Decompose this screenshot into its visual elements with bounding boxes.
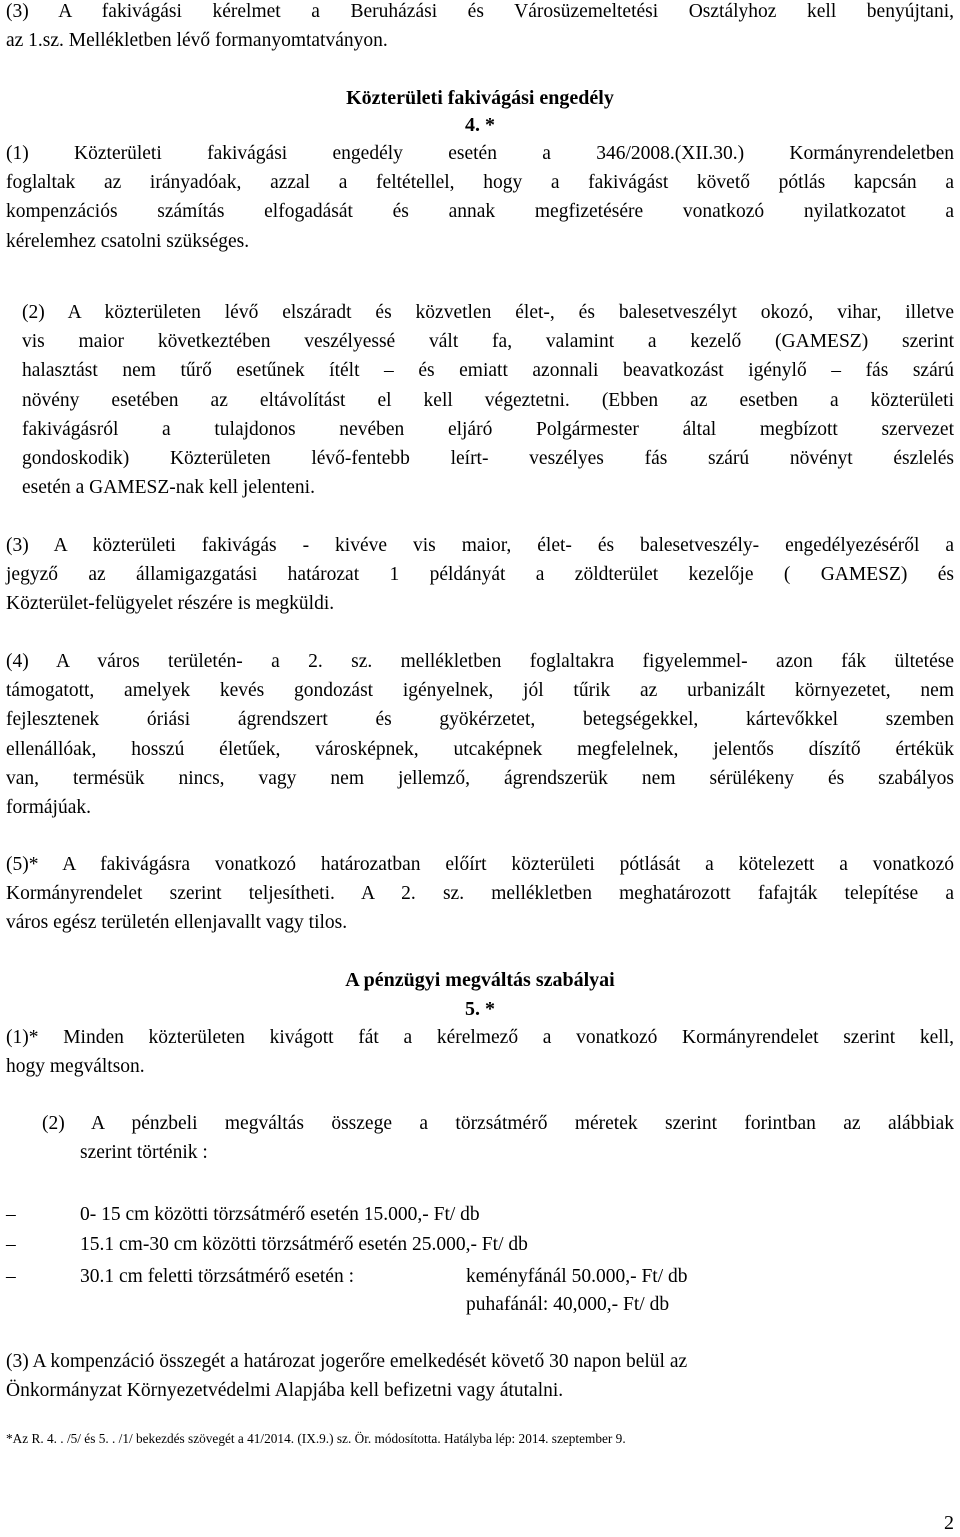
text-line: növény esetében az eltávolítást el kell végeztetni. (Ebben az esetben a közterületi <box>22 389 954 411</box>
text-line: fakivágásról a tulajdonos nevében eljáró Polgármester által megbízott szervezet <box>22 418 954 440</box>
text-line: formájúak. <box>6 797 92 819</box>
text-line: fejlesztenek óriási ágrendszert és gyökérzetet, betegségekkel, kártevőkkel szemben <box>6 709 954 731</box>
text-line: (1)* Minden közterületen kivágott fát a kérelmező a vonatkozó Kormányrendelet szerint kell, <box>6 1027 954 1048</box>
price-list-text: 30.1 cm feletti törzsátmérő esetén : <box>80 1266 354 1287</box>
text-line: jegyző az államigazgatási határozat 1 példányát a zöldterület kezelője ( GAMESZ) és <box>6 564 954 586</box>
paragraph-4-4 <box>6 647 954 822</box>
dash-bullet: – <box>6 1234 16 1255</box>
paragraph-4-5 <box>6 850 954 938</box>
page-number: 2 <box>944 1512 954 1534</box>
text-line: Kormányrendelet szerint teljesítheti. A 2. sz. mellékletben meghatározott fafajták telepítése a <box>6 883 954 905</box>
price-list-text: 0- 15 cm közötti törzsátmérő esetén 15.000,- Ft/ db <box>80 1204 480 1225</box>
paragraph-5-2 <box>42 1109 954 1167</box>
text-line: ellenállóak, hosszú életűek, városképnek, utcaképnek megfelelnek, jelentős díszítő értékük <box>6 738 954 760</box>
paragraph-5-1 <box>6 1023 954 1081</box>
text-line: (3) A kompenzáció összegét a határozat jogerőre emelkedését követő 30 napon belül az <box>6 1351 688 1372</box>
text-line: szerint történik : <box>80 1142 208 1164</box>
text-line: kérelemhez csatolni szükséges. <box>6 230 250 252</box>
text-line: gondoskodik) Közterületen lévő-fentebb leírt- veszélyes fás szárú növényt észlelés <box>22 448 954 470</box>
softwood-price: puhafánál: 40,000,- Ft/ db <box>466 1294 670 1315</box>
text-line: esetén a GAMESZ-nak kell jelenteni. <box>22 477 315 499</box>
dash-bullet: – <box>6 1266 16 1287</box>
paragraph-5-3 <box>6 1347 954 1405</box>
text-line: az 1.sz. Mellékletben lévő formanyomtatványon. <box>6 30 388 52</box>
text-line: kompenzációs számítás elfogadását és annak megfizetésére vonatkozó nyilatkozatot a <box>6 201 954 223</box>
paragraph-3-intro <box>6 0 954 55</box>
text-line: (3) A közterületi fakivágás - kivéve vis maior, élet- és balesetveszély- engedélyezéséről a <box>6 535 954 556</box>
text-line: (2) A közterületen lévő elszáradt és közvetlen élet-, és balesetveszélyt okozó, vihar, illetve <box>22 302 954 323</box>
section-heading-title: Közterületi fakivágási engedély <box>346 87 614 109</box>
text-line: város egész területén ellenjavallt vagy tilos. <box>6 912 348 934</box>
paragraph-4-1 <box>6 139 954 256</box>
text-line: vis maior következtében veszélyessé vált fa, valamint a kezelő (GAMESZ) szerint <box>22 331 954 353</box>
section-heading-number: 5. * <box>465 998 495 1020</box>
paragraph-4-3 <box>6 531 954 619</box>
section-heading-number: 4. * <box>465 114 495 136</box>
price-list-text: 15.1 cm-30 cm közötti törzsátmérő esetén 25.000,- Ft/ db <box>80 1234 528 1255</box>
text-line: halasztást nem tűrő esetűnek ítélt – és emiatt azonnali beavatkozást igénylő – fás szárú <box>22 360 954 382</box>
dash-bullet: – <box>6 1204 16 1225</box>
text-line: hogy megváltson. <box>6 1056 145 1078</box>
text-line: (1) Közterületi fakivágási engedély esetén a 346/2008.(XII.30.) Kormányrendeletben <box>6 143 954 164</box>
text-line: van, termésük nincs, vagy nem jellemző, ágrendszerük nem sérülékeny és szabályos <box>6 767 954 789</box>
hardwood-price: keményfánál 50.000,- Ft/ db <box>466 1266 688 1287</box>
text-line: Önkormányzat Környezetvédelmi Alapjába kell befizetni vagy átutalni. <box>6 1380 564 1402</box>
text-line: Közterület-felügyelet részére is megküldi. <box>6 593 335 615</box>
text-line: (2) A pénzbeli megváltás összege a törzsátmérő méretek szerint forintban az alábbiak <box>42 1113 954 1134</box>
text-line: támogatott, amelyek kevés gondozást igényelnek, jól tűrik az urbanizált környezetet, nem <box>6 680 954 702</box>
text-line: (4) A város területén- a 2. sz. mellékletben foglaltakra figyelemmel- azon fák ültetése <box>6 651 954 672</box>
text-line: (5)* A fakivágásra vonatkozó határozatban előírt közterületi pótlását a kötelezett a vonatkozó <box>6 854 954 875</box>
footnote: *Az R. 4. . /5/ és 5. . /1/ bekezdés szövegét a 41/2014. (IX.9.) sz. Ör. módosította. Hatályba lép: 2014. szeptember 9. <box>6 1431 626 1446</box>
paragraph-4-2 <box>22 298 954 502</box>
text-line: (3) A fakivágási kérelmet a Beruházási és Városüzemeltetési Osztályhoz kell benyújtani, <box>6 1 954 22</box>
section-heading-title: A pénzügyi megváltás szabályai <box>345 969 615 991</box>
text-line: foglaltak az irányadóak, azzal a feltétellel, hogy a fakivágást követő pótlás kapcsán a <box>6 172 954 194</box>
